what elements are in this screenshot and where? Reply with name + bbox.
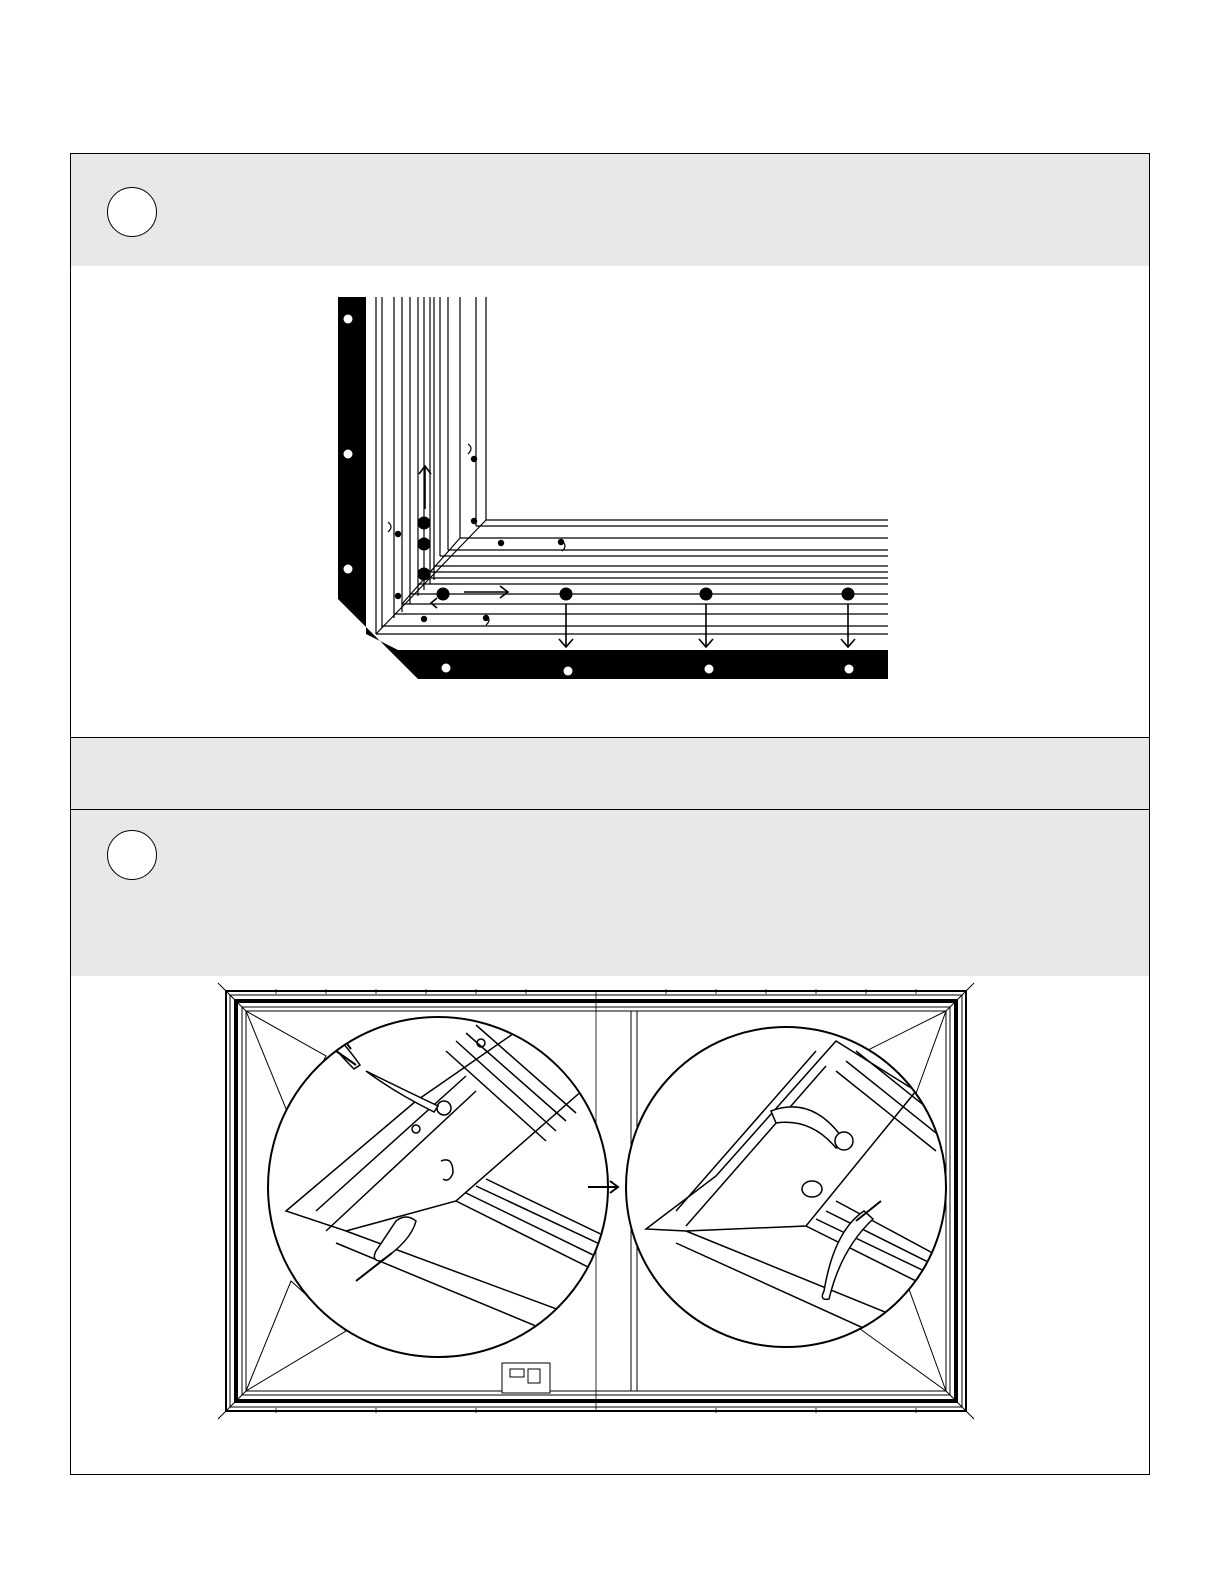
note-band bbox=[71, 737, 1149, 810]
step-2-number-circle bbox=[107, 830, 157, 880]
detail-before-circle bbox=[268, 1011, 636, 1357]
step-1-header bbox=[71, 154, 1149, 266]
screen-frame-illustration bbox=[216, 981, 976, 1421]
step-2-header bbox=[71, 810, 1149, 976]
frame-corner-illustration bbox=[336, 294, 896, 684]
step-1-number-circle bbox=[107, 187, 157, 237]
instruction-frame bbox=[70, 153, 1150, 1475]
detail-after-circle bbox=[626, 1027, 966, 1361]
